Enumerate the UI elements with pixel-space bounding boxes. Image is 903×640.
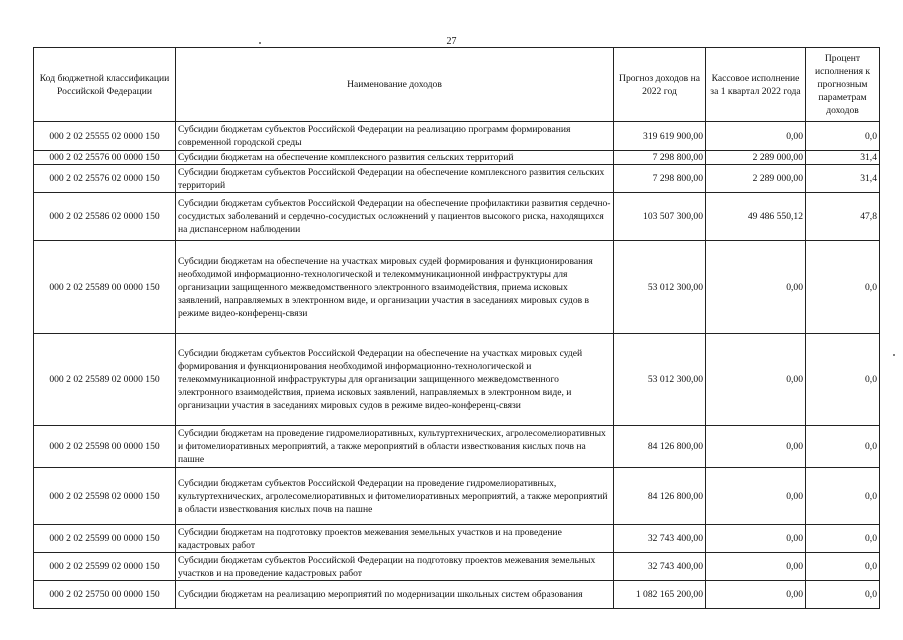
cell-forecast: 84 126 800,00: [614, 468, 706, 525]
table-row: [34, 525, 880, 553]
cell-code: 000 2 02 25555 02 0000 150: [34, 122, 176, 151]
cell-name: Субсидии бюджетам субъектов Российской Федерации на обеспечение профилактики развития сердечно-сосудистых заболеваний и сердечно-сосудистых осложнений у пациентов высокого риска, находящихся на диспансерном наблюдении: [176, 193, 614, 241]
cell-forecast: 32 743 400,00: [614, 525, 706, 553]
cell-code: 000 2 02 25599 00 0000 150: [34, 525, 176, 553]
header-cash: Кассовое исполнение за 1 квартал 2022 года: [706, 48, 806, 122]
cell-forecast: 7 298 800,00: [614, 165, 706, 193]
header-percent: Процент исполнения к прогнозным параметрам доходов: [806, 48, 880, 122]
cell-code: 000 2 02 25750 00 0000 150: [34, 581, 176, 609]
cell-forecast: 7 298 800,00: [614, 151, 706, 165]
table-row: [34, 151, 880, 165]
cell-forecast: 103 507 300,00: [614, 193, 706, 241]
cell-forecast: 53 012 300,00: [614, 241, 706, 334]
header-forecast: Прогноз доходов на 2022 год: [614, 48, 706, 122]
cell-percent: 31,4: [806, 165, 880, 193]
cell-code: 000 2 02 25586 02 0000 150: [34, 193, 176, 241]
cell-percent: 0,0: [806, 525, 880, 553]
cell-forecast: 53 012 300,00: [614, 334, 706, 426]
table-row: [34, 165, 880, 193]
cell-cash: 0,00: [706, 241, 806, 334]
cell-cash: 0,00: [706, 553, 806, 581]
cell-forecast: 84 126 800,00: [614, 426, 706, 468]
cell-code: 000 2 02 25598 02 0000 150: [34, 468, 176, 525]
cell-name: Субсидии бюджетам на проведение гидромелиоративных, культуртехнических, агролесомелиоративных и фитомелиоративных мероприятий, а также мероприятий в области известкования кислых почв на пашне: [176, 426, 614, 468]
table-row: [34, 553, 880, 581]
revenue-table: [33, 47, 880, 609]
table-header-row: [34, 48, 880, 122]
cell-name: Субсидии бюджетам субъектов Российской Федерации на обеспечение комплексного развития сельских территорий: [176, 165, 614, 193]
cell-name: Субсидии бюджетам субъектов Российской Федерации на подготовку проектов межевания земельных участков и на проведение кадастровых работ: [176, 553, 614, 581]
cell-cash: 2 289 000,00: [706, 165, 806, 193]
scan-speck: [259, 42, 261, 44]
cell-cash: 0,00: [706, 525, 806, 553]
cell-percent: 0,0: [806, 468, 880, 525]
cell-name: Субсидии бюджетам на реализацию мероприятий по модернизации школьных систем образования: [176, 581, 614, 609]
cell-name: Субсидии бюджетам на подготовку проектов межевания земельных участков и на проведение кадастровых работ: [176, 525, 614, 553]
cell-code: 000 2 02 25589 00 0000 150: [34, 241, 176, 334]
cell-cash: 2 289 000,00: [706, 151, 806, 165]
cell-name: Субсидии бюджетам субъектов Российской Федерации на проведение гидромелиоративных, культуртехнических, агролесомелиоративных и фитомелиоративных мероприятий, а также мероприятий в области известкования кислых почв на пашне: [176, 468, 614, 525]
table-row: [34, 468, 880, 525]
cell-percent: 0,0: [806, 334, 880, 426]
cell-cash: 0,00: [706, 122, 806, 151]
header-code: Код бюджетной классификации Российской Федерации: [34, 48, 176, 122]
cell-cash: 0,00: [706, 426, 806, 468]
cell-percent: 0,0: [806, 241, 880, 334]
cell-name: Субсидии бюджетам на обеспечение на участках мировых судей формирования и функционирования необходимой информационно-технологической и телекоммуникационной инфраструктуры для организации защищенного межведомственного электронного взаимодействия, приема исковых заявлений, направляемых в электронном виде, и организации участия в заседаниях мировых судов в режиме видео-конференц-связи: [176, 241, 614, 334]
cell-name: Субсидии бюджетам на обеспечение комплексного развития сельских территорий: [176, 151, 614, 165]
cell-cash: 49 486 550,12: [706, 193, 806, 241]
cell-percent: 31,4: [806, 151, 880, 165]
cell-cash: 0,00: [706, 468, 806, 525]
cell-forecast: 32 743 400,00: [614, 553, 706, 581]
cell-percent: 0,0: [806, 426, 880, 468]
cell-code: 000 2 02 25576 00 0000 150: [34, 151, 176, 165]
cell-name: Субсидии бюджетам субъектов Российской Федерации на обеспечение на участках мировых судей формирования и функционирования необходимой информационно-технологической и телекоммуникационной инфраструктуры для организации защищенного межведомственного электронного взаимодействия, приема исковых заявлений, направляемых в электронном виде, и организации участия в заседаниях мировых судов в режиме видео-конференц-связи: [176, 334, 614, 426]
cell-forecast: 1 082 165 200,00: [614, 581, 706, 609]
header-name: Наименование доходов: [176, 48, 614, 122]
table-row: [34, 426, 880, 468]
cell-percent: 0,0: [806, 122, 880, 151]
cell-code: 000 2 02 25599 02 0000 150: [34, 553, 176, 581]
page-number: 27: [446, 36, 457, 47]
cell-forecast: 319 619 900,00: [614, 122, 706, 151]
cell-code: 000 2 02 25598 00 0000 150: [34, 426, 176, 468]
scan-speck: [893, 354, 895, 356]
cell-cash: 0,00: [706, 581, 806, 609]
table-row: [34, 241, 880, 334]
table-row: [34, 193, 880, 241]
table-row: [34, 334, 880, 426]
table-row: [34, 581, 880, 609]
cell-percent: 0,0: [806, 581, 880, 609]
cell-code: 000 2 02 25576 02 0000 150: [34, 165, 176, 193]
cell-percent: 0,0: [806, 553, 880, 581]
cell-name: Субсидии бюджетам субъектов Российской Федерации на реализацию программ формирования современной городской среды: [176, 122, 614, 151]
cell-code: 000 2 02 25589 02 0000 150: [34, 334, 176, 426]
table-row: [34, 122, 880, 151]
cell-cash: 0,00: [706, 334, 806, 426]
cell-percent: 47,8: [806, 193, 880, 241]
